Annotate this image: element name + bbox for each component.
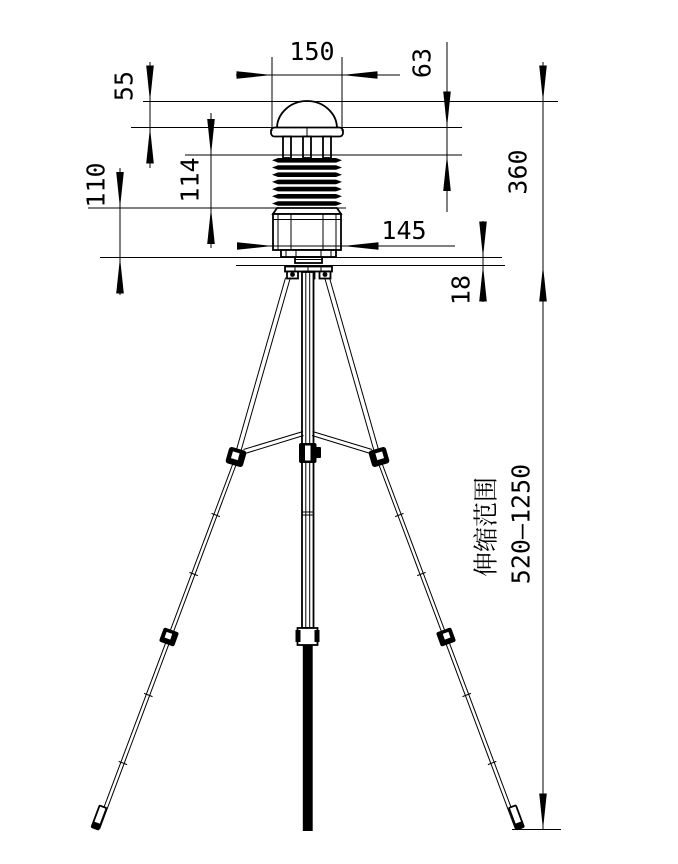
tripod-leg-left	[96, 278, 291, 830]
dim-dome-height: 55	[109, 70, 139, 102]
sensor-cap	[271, 128, 343, 137]
hinge-pin-right	[323, 272, 328, 277]
dim-post-section-height: 63	[407, 47, 437, 79]
column-collar	[296, 628, 320, 645]
dim-louver-height: 114	[175, 157, 205, 203]
dim-mount-height: 18	[446, 274, 476, 306]
dim-sensor-total-height: 360	[503, 149, 533, 195]
dim-cap-width: 150	[289, 37, 335, 66]
dim-telescopic-range: 520—1250	[506, 463, 536, 585]
louver-stack	[272, 158, 342, 206]
leg-lock-lower-right	[436, 627, 456, 647]
sensor-base	[273, 208, 341, 257]
dim-telescopic-label: 伸缩范围	[471, 476, 501, 578]
dim-base-height: 110	[81, 162, 111, 208]
sensor-dome	[277, 101, 337, 129]
column-lower-section	[303, 645, 313, 831]
leg-lock-lower-left	[159, 627, 179, 647]
hinge-pin-left	[290, 272, 295, 277]
dim-base-width: 145	[381, 216, 427, 245]
column-hub	[299, 443, 321, 463]
